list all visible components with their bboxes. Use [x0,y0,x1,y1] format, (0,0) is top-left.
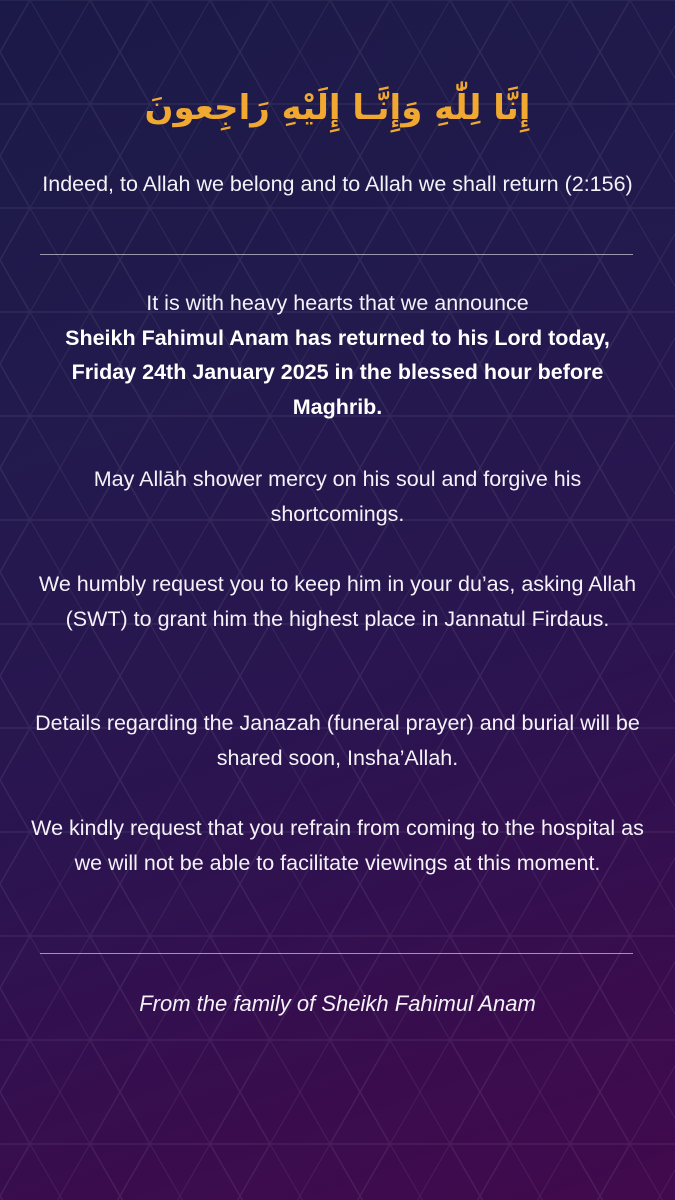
announcement-intro: It is with heavy hearts that we announce [146,291,529,315]
top-divider [40,254,633,255]
verse-translation: Indeed, to Allah we belong and to Allah we shall return (2:156) [42,172,633,196]
janazah-details-paragraph: Details regarding the Janazah (funeral prayer) and burial will be shared soon, Insha’Allah. [35,711,640,770]
announcement-paragraph [30,286,645,424]
hospital-request-paragraph: We kindly request that you refrain from coming to the hospital as we will not be able to facilitate viewings at this moment. [31,816,644,875]
announcement-highlight: Sheikh Fahimul Anam has returned to his Lord today, Friday 24th January 2025 in the blessed hour before Maghrib. [65,325,610,419]
mercy-prayer-paragraph: May Allāh shower mercy on his soul and forgive his shortcomings. [93,467,582,526]
dua-request-paragraph: We humbly request you to keep him in your du’as, asking Allah (SWT) to grant him the highest place in Jannatul Firdaus. [38,572,637,631]
arabic-verse: إِنَّا لِلّٰهِ وَإِنَّـا إِلَيْهِ رَاجِعونَ [144,88,531,128]
family-signature: From the family of Sheikh Fahimul Anam [139,991,536,1016]
bottom-divider [40,953,633,954]
